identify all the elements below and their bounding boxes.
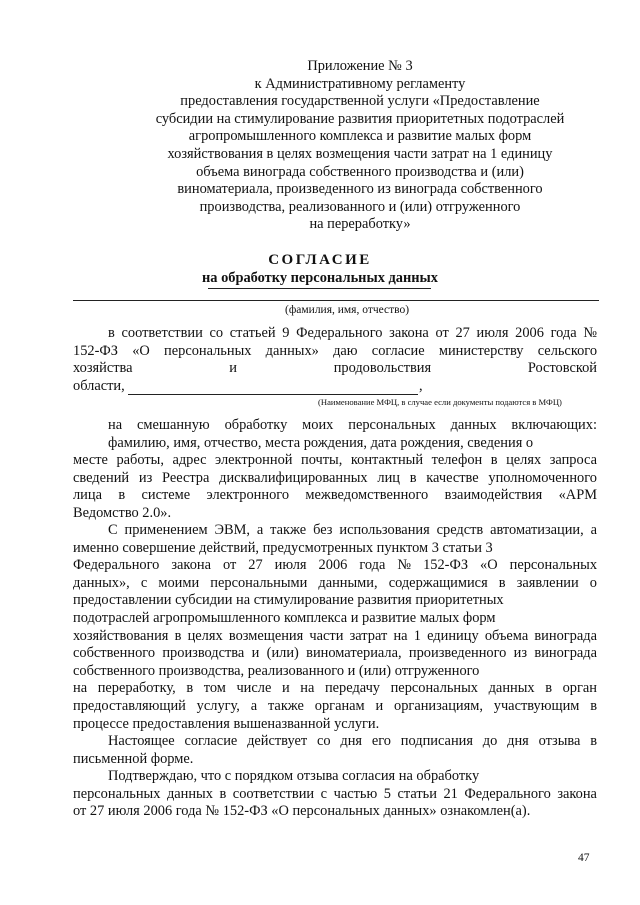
paragraph-line: подотраслей агропромышленного комплекса и развитие малых форм [73,609,496,626]
appendix-line: производства, реализованного и (или) отгруженного [199,198,521,215]
paragraph-line: персональных данных в соответствии с частью 5 статьи 21 Федерального закона [73,785,597,802]
paragraph-line: письменной форме. [73,750,194,767]
paragraph-line: 152-ФЗ «О персональных данных» даю согласие министерству сельского [73,342,598,359]
document-title: СОГЛАСИЕ [268,252,372,268]
paragraph-line: месте работы, адрес электронной почты, контактный телефон в целях запроса [73,452,597,469]
line-text: фамилию, имя, отчество, места рождения, дата рождения, сведения о [108,434,534,451]
appendix-line: агропромышленного комплекса и развитие малых форм [188,128,532,145]
paragraph-line: Ведомство 2.0». [73,504,172,521]
paragraph-line: от 27 июля 2006 года № 152-ФЗ «О персональных данных» ознакомлен(а). [73,803,531,820]
appendix-header [110,58,610,234]
consent-paragraph-5 [73,768,597,821]
paragraph-line: Федерального закона от 27 июля 2006 года № 152-ФЗ «О персональных [73,557,598,574]
word: Ростовской [527,360,597,377]
appendix-line: субсидии на стимулирование развития приоритетных подотраслей [155,110,565,127]
appendix-line: к Административному регламенту [254,75,466,92]
paragraph-line: хозяйствования в целях возмещения части затрат на 1 единицу объема винограда [73,627,597,644]
paragraph-line: процессе предоставления вышеназванной услуги. [73,715,380,732]
consent-paragraph-4 [73,733,597,768]
paragraph-line: сведений из Реестра дисквалифицированных лиц в качестве уполномоченного [73,469,597,486]
mfc-caption: (Наименование МФЦ, в случае если документы подаются в МФЦ) [318,397,562,407]
consent-paragraph-1 [73,325,597,395]
paragraph-line: именно совершение действий, предусмотренных пунктом 3 статьи 3 [73,539,493,556]
paragraph-line: данных», с моими персональными данными, содержащимися в заявлении о [73,574,597,591]
word: и [229,360,237,377]
consent-paragraph-2 [73,417,597,523]
region-label: области, [73,377,125,394]
paragraph-line [73,435,597,453]
paragraph-line: предоставляющий услугу, а также органам и организациям, участвующим в [73,697,598,714]
mfc-line-comma: , [419,378,423,394]
word: хозяйства [73,360,133,377]
appendix-line: предоставления государственной услуги «Предоставление [180,93,540,110]
paragraph-line [73,360,597,378]
appendix-line: хозяйствования в целях возмещения части затрат на 1 единицу [167,145,553,162]
document-subtitle: на обработку персональных данных [201,270,438,286]
paragraph-line [73,378,597,396]
paragraph-line: в соответствии со статьей 9 Федерального закона от 27 июля 2006 года № [108,325,598,341]
mfc-fill-line [128,394,418,395]
paragraph-line: лица в системе электронного межведомственного взаимодействия «АРМ [73,487,598,504]
word: продовольствия [333,360,432,377]
paragraph-line: Подтверждаю, что с порядком отзыва согласия на обработку [108,768,480,784]
appendix-line: на переработку» [309,216,411,233]
name-fill-line [73,300,599,301]
subtitle-underline [208,288,431,289]
paragraph-line: предоставлении субсидии на стимулирование развития приоритетных [73,592,504,609]
paragraph-line: Настоящее согласие действует со дня его подписания до дня отзыва в [108,733,598,749]
appendix-line: объема винограда собственного производства и (или) [196,163,524,180]
page-number: 47 [578,852,590,864]
paragraph-line: на переработку, в том числе и на передачу персональных данных в орган [73,680,597,697]
paragraph-line: собственного производства, реализованного и (или) отгруженного [73,662,480,679]
name-field-caption: (фамилия, имя, отчество) [285,304,410,316]
paragraph-line: собственного производства и (или) виноматериала, произведенного из винограда [73,645,597,662]
appendix-line: Приложение № 3 [307,58,413,74]
paragraph-line: С применением ЭВМ, а также без использования средств автоматизации, а [108,522,598,538]
paragraph-line: на смешанную обработку моих персональных данных включающих: [108,417,597,433]
appendix-line: виноматериала, произведенного из винограда собственного [177,181,543,198]
consent-paragraph-3 [73,522,597,733]
